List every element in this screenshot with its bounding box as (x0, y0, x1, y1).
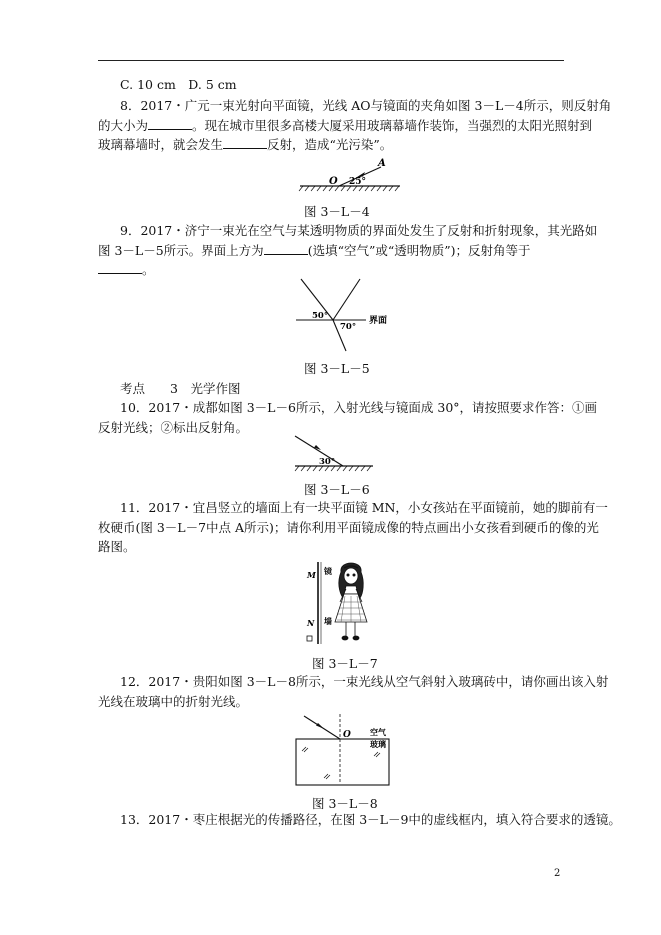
interface-label: 界面 (369, 316, 388, 326)
q11-line3: 路图。 (98, 539, 136, 554)
glass-hatch-marks (302, 747, 380, 779)
q12-line2: 光线在玻璃中的折射光线。 (98, 694, 249, 709)
label-N: N (307, 618, 315, 628)
angle-50: 50° (312, 311, 329, 321)
q11-line2: 枚硬币(图 3－L－7中点 A所示)；请你利用平面镜成像的特点画出小女孩看到硬币的像的光 (98, 520, 599, 535)
q10-line1: 10．2017・成都如图 3－L－6所示，入射光线与镜面成 30°，请按照要求作答：①画 (120, 400, 598, 415)
label-O: O (329, 176, 338, 187)
q9-line1: 9．2017・济宁一束光在空气与某透明物质的界面处发生了反射和折射现象，其光路如 (120, 223, 598, 238)
caption-3-L-4: 图 3－L－4 (304, 204, 370, 219)
q8-line1: 8．2017・广元一束光射向平面镜，光线 AO与镜面的夹角如图 3－L－4所示，则反射角 (120, 98, 612, 113)
reflected-ray (333, 279, 360, 320)
label-A: A (378, 158, 386, 169)
q9-line3: 。 (98, 262, 155, 278)
q8-line2: 的大小为 。现在城市里很多高楼大厦采用玻璃幕墙作装饰，当强烈的太阳光照射到 (98, 118, 593, 133)
q7-options: C. 10 cm D. 5 cm (120, 77, 237, 92)
figure-3-L-6 (295, 434, 375, 476)
q9-blank-1[interactable] (264, 243, 308, 255)
label-glass: 玻璃 (370, 739, 386, 749)
ray-arrow-icon (314, 445, 321, 450)
caption-3-L-5: 图 3－L－5 (304, 361, 370, 376)
q10-line2: 反射光线；②标出反射角。 (98, 420, 249, 435)
angle-30: 30° (319, 457, 336, 467)
q13-line1: 13．2017・枣庄根据光的传播路径，在图 3－L－9中的虚线框内，填入符合要求的透镜。 (120, 812, 621, 827)
caption-3-L-8: 图 3－L－8 (312, 796, 378, 811)
figure-3-L-5 (296, 275, 396, 353)
q9-blank-2[interactable] (98, 262, 142, 274)
q8-blank-1[interactable] (148, 118, 192, 130)
q8-blank-2[interactable] (223, 137, 267, 149)
angle-label: 25° (349, 177, 367, 187)
section-title: 考点 3 光学作图 (120, 381, 241, 396)
label-M: M (307, 570, 316, 580)
coin-A-icon (307, 636, 312, 641)
q11-line1: 11．2017・宜昌竖立的墙面上有一块平面镜 MN，小女孩站在平面镜前，她的脚前有一 (120, 500, 608, 515)
q9-line2: 图 3－L－5所示。界面上方为 (选填“空气”或“透明物质”)；反射角等于 (98, 243, 531, 258)
label-O: O (343, 730, 351, 740)
q12-line1: 12．2017・贵阳如图 3－L－8所示，一束光线从空气斜射入玻璃砖中，请你画出该入射 (120, 674, 609, 689)
page-number: 2 (554, 868, 561, 879)
label-wall: 墙 (324, 616, 332, 626)
caption-3-L-6: 图 3－L－6 (304, 482, 370, 497)
girl-illustration-icon (335, 563, 367, 640)
angle-70: 70° (340, 322, 357, 332)
figure-3-L-7 (303, 560, 383, 646)
figure-3-L-8 (292, 710, 396, 788)
q8-line3: 玻璃幕墙时，就会发生 反射，造成“光污染”。 (98, 137, 393, 152)
label-air: 空气 (370, 727, 386, 737)
label-mirror: 镜 (324, 566, 332, 576)
header-rule (98, 60, 564, 61)
caption-3-L-7: 图 3－L－7 (312, 656, 378, 671)
figure-3-L-4 (295, 158, 405, 194)
